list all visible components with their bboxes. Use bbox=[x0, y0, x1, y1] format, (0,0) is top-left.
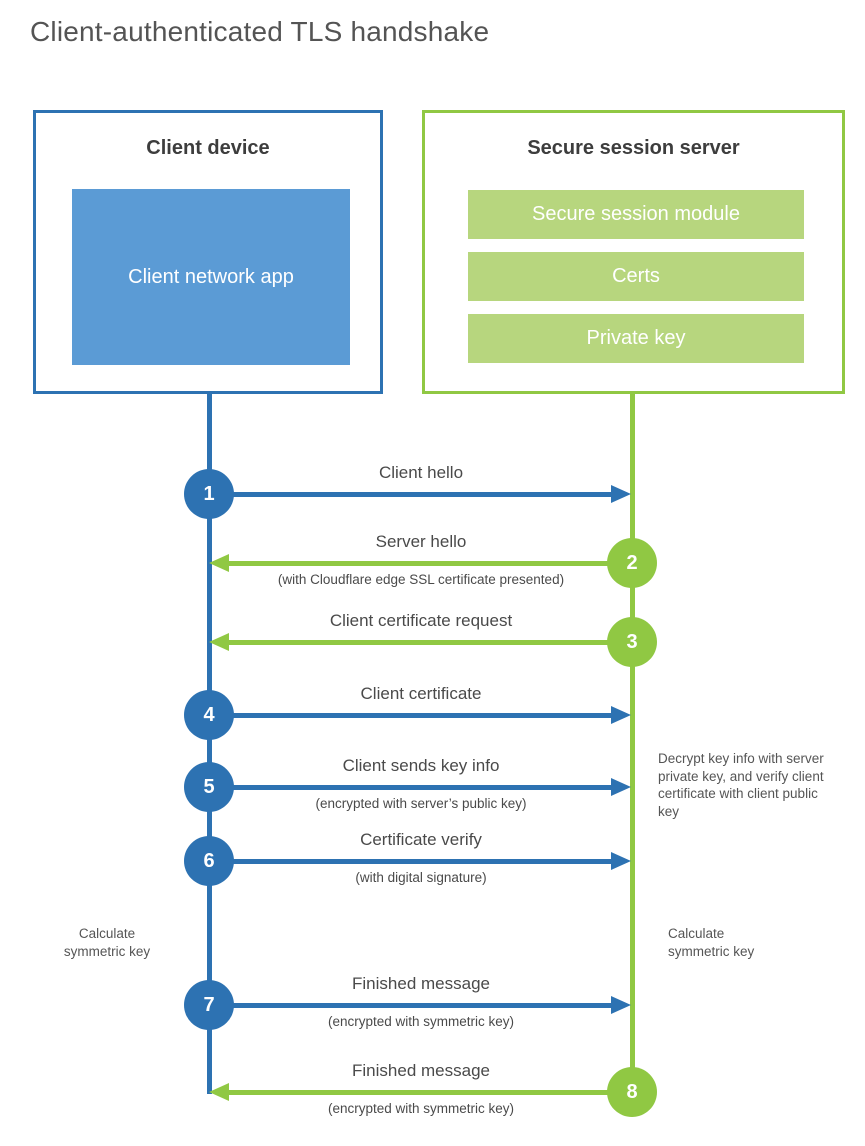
page-title: Client-authenticated TLS handshake bbox=[30, 16, 490, 47]
server-private-key-bar: Private key bbox=[468, 314, 804, 363]
message-label: Certificate verify bbox=[360, 830, 482, 849]
step-circle: 7 bbox=[184, 980, 234, 1030]
message-label: Client sends key info bbox=[342, 756, 500, 775]
message-subtext: (encrypted with symmetric key) bbox=[327, 1101, 515, 1116]
note-decrypt-key-info: Decrypt key info with server private key, and verify client certificate with client public key bbox=[658, 751, 824, 819]
secure-session-server-title: Secure session server bbox=[527, 137, 740, 159]
client-network-app-label: Client network app bbox=[128, 266, 294, 288]
step-circle: 6 bbox=[184, 836, 234, 886]
step-circle: 8 bbox=[607, 1067, 657, 1117]
arrow-line bbox=[229, 1090, 630, 1095]
arrow-head-right-icon bbox=[611, 706, 631, 724]
arrow-head-left-icon bbox=[209, 1083, 229, 1101]
arrow-line bbox=[212, 492, 611, 497]
step-circle: 3 bbox=[607, 617, 657, 667]
arrow-head-left-icon bbox=[209, 633, 229, 651]
step-circle: 2 bbox=[607, 538, 657, 588]
server-certs-bar: Certs bbox=[468, 252, 804, 301]
message-subtext: (encrypted with symmetric key) bbox=[327, 1014, 515, 1029]
message-label: Client certificate request bbox=[329, 611, 513, 630]
step-circle: 4 bbox=[184, 690, 234, 740]
message-label: Finished message bbox=[352, 974, 490, 993]
message-label: Client hello bbox=[378, 463, 464, 482]
client-device-box bbox=[33, 110, 383, 394]
arrow-head-right-icon bbox=[611, 485, 631, 503]
arrow-head-left-icon bbox=[209, 554, 229, 572]
client-device-title: Client device bbox=[146, 137, 270, 159]
arrow-line bbox=[229, 640, 630, 645]
arrow-line bbox=[212, 713, 611, 718]
arrow-line bbox=[212, 859, 611, 864]
step-circle: 5 bbox=[184, 762, 234, 812]
message-subtext: (encrypted with server’s public key) bbox=[315, 796, 527, 811]
message-subtext: (with Cloudflare edge SSL certificate presented) bbox=[277, 572, 565, 587]
note-calculate-symmetric-key-client: Calculate symmetric key bbox=[63, 926, 151, 959]
arrow-head-right-icon bbox=[611, 778, 631, 796]
server-module-bar: Secure session module bbox=[468, 190, 804, 239]
note-calculate-symmetric-key-server: Calculate symmetric key bbox=[668, 926, 755, 959]
secure-session-server-box bbox=[422, 110, 845, 394]
message-label: Finished message bbox=[352, 1061, 490, 1080]
message-subtext: (with digital signature) bbox=[355, 870, 487, 885]
arrow-line bbox=[212, 785, 611, 790]
client-network-app-box bbox=[72, 189, 350, 365]
step-circle: 1 bbox=[184, 469, 234, 519]
arrow-head-right-icon bbox=[611, 996, 631, 1014]
message-label: Client certificate bbox=[360, 684, 482, 703]
arrow-head-right-icon bbox=[611, 852, 631, 870]
message-label: Server hello bbox=[375, 532, 467, 551]
arrow-line bbox=[229, 561, 630, 566]
arrow-line bbox=[212, 1003, 611, 1008]
